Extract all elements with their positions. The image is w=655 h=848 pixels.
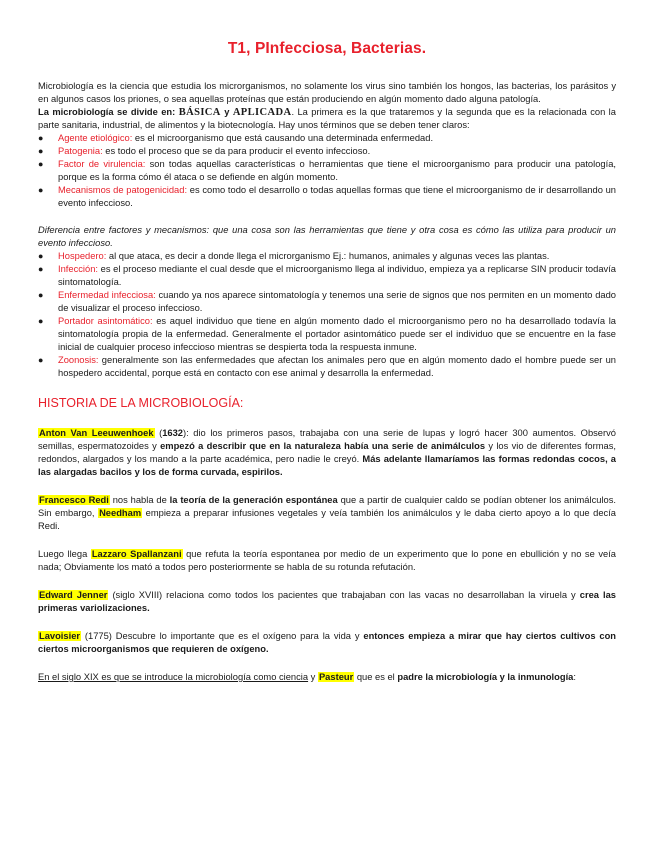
term-label: Factor de virulencia: <box>58 159 146 169</box>
pasteur-y: y <box>308 672 318 682</box>
list-item <box>38 132 616 145</box>
bullet-icon: ● <box>38 290 44 300</box>
term-text: al que ataca, es decir a donde llega el microrganismo Ej.: humanos, animales y algunas veces las plantas. <box>106 251 550 261</box>
bullet-icon: ● <box>38 159 44 169</box>
term-label: Infección: <box>58 264 98 274</box>
pasteur-text-b: que es el <box>354 672 398 682</box>
lavoisier-text-b: entonces empieza a mirar que hay ciertos cultivos con ciertos microorganismos que requieren de oxígeno. <box>38 631 616 654</box>
term-label: Hospedero: <box>58 251 107 261</box>
jenner-name: Edward Jenner <box>39 590 108 600</box>
leeuwenhoek-text-b: empezó a describir que en la naturaleza había una serie de animálculos <box>160 441 486 451</box>
term-label: Mecanismos de patogenicidad: <box>58 185 188 195</box>
needham-name: Needham <box>99 508 142 518</box>
redi-text-d: empieza a preparar infusiones vegetales y veía también los animálculos y le daba cierto apoyo a lo que decía Redi. <box>38 508 617 531</box>
redi-text-a: nos habla de <box>109 495 170 505</box>
jenner-paragraph <box>38 589 616 615</box>
pasteur-text-d: : <box>573 672 576 682</box>
division-paragraph <box>38 106 616 132</box>
list-item <box>38 289 616 315</box>
division-aplicada: APLICADA <box>232 107 292 118</box>
redi-text-b: la teoría de la generación espontánea <box>169 495 338 505</box>
pasteur-text-c: padre la microbiología y la inmunología <box>397 672 574 682</box>
jenner-text-a: (siglo XVIII) relaciona como todos los pacientes que trabajaban con las vacas no desarrollaban la viruela y <box>108 590 580 600</box>
terms-list-2 <box>38 250 616 380</box>
lavoisier-paragraph <box>38 630 616 656</box>
term-label: Portador asintomático: <box>58 316 153 326</box>
spallanzani-paragraph <box>38 548 616 574</box>
redi-text-c: que a partir de cualquier caldo se podían obtener los animálculos. Sin embargo, <box>38 495 616 518</box>
document-page <box>38 38 616 684</box>
leeuwenhoek-year-open: ( <box>154 428 163 438</box>
term-text: es como todo el desarrollo o todas aquellas formas que tiene el microorganismo de ir desarrollando un evento infeccioso. <box>58 185 616 208</box>
pasteur-name: Pasteur <box>318 672 354 682</box>
pasteur-paragraph <box>38 671 616 684</box>
term-text: son todas aquellas características o herramientas que tiene el microorganismo para producir una patología, porque es la forma cómo él ataca o se defiende en algún momento. <box>58 159 616 182</box>
term-text: es el proceso mediante el cual desde que el microorganismo llega al individuo, empieza ya a replicarse SIN producir todavía sintomatología. <box>58 264 616 287</box>
spallanzani-name: Lazzaro Spallanzani <box>91 549 182 559</box>
term-text: es aquel individuo que tiene en algún momento dado el microorganismo pero no ha desarrollado todavía la sintomatología propia de la enfermedad. Generalmente el portador asintomático puede ser el individuo que se encuentre en la fase inicial de cualquier proceso infeccioso mientras se despierta toda la respuesta inmune. <box>58 316 617 352</box>
redi-paragraph <box>38 494 616 533</box>
term-text: cuando ya nos aparece sintomatología y tenemos una serie de signos que nos permiten en un momento dado de visualizar el proceso infeccioso. <box>58 290 616 313</box>
bullet-icon: ● <box>38 316 44 326</box>
bullet-icon: ● <box>38 185 44 195</box>
bullet-icon: ● <box>38 251 44 261</box>
bullet-icon: ● <box>38 264 44 274</box>
leeuwenhoek-year: 1632 <box>162 428 184 438</box>
leeuwenhoek-text-a: ): dio los primeros pasos, trabajaba con una serie de lupas y logró hacer 300 aumentos. Observó semillas, espermatozoides y <box>38 428 616 451</box>
bullet-icon: ● <box>38 355 44 365</box>
bullet-icon: ● <box>38 133 44 143</box>
division-basica: BÁSICA <box>178 107 221 118</box>
intro-paragraph <box>38 80 616 106</box>
lavoisier-name: Lavoisier <box>39 631 81 641</box>
division-rest: . La primera es la que trataremos y la segunda que es la relacionada con la parte sanitaria, industrial, de alimentos y la biotecnología. Hay unos términos que se deben tener claros: <box>38 107 616 130</box>
term-label: Agente etiológico: <box>58 133 133 143</box>
term-text: es todo el proceso que se da para producir el evento infeccioso. <box>102 146 371 156</box>
list-item <box>38 250 616 263</box>
term-label: Enfermedad infecciosa: <box>58 290 156 300</box>
term-text: generalmente son las enfermedades que afectan los animales pero que en algún momento dado el hombre puede ser un hospedero accidental, porque está en contacto con ese animal y desarrolla la enfermedad. <box>58 355 616 378</box>
spallanzani-text-a: Luego llega <box>38 549 91 559</box>
history-heading: HISTORIA DE LA MICROBIOLOGÍA: <box>38 396 244 410</box>
spallanzani-text-b: que refuta la teoría espontanea por medio de un experimento que lo pone en ebullición y no se veía nada; Obviamente los mató a todos pero posteriormente se habla de su rotunda refutación. <box>38 549 616 572</box>
pasteur-text-a: En el siglo XIX es que se introduce la microbiología como ciencia <box>38 672 309 682</box>
terms-list-1 <box>38 132 616 210</box>
list-item <box>38 315 616 354</box>
jenner-text-b: crea las primeras variolizaciones. <box>38 590 616 613</box>
list-item <box>38 263 616 289</box>
leeuwenhoek-name: Anton Van Leeuwenhoek <box>39 428 154 438</box>
term-label: Zoonosis: <box>58 355 99 365</box>
term-text: es el microorganismo que está causando una determinada enfermedad. <box>132 133 434 143</box>
intro-text: Microbiología es la ciencia que estudia los microrganismos, no solamente los virus sino también los hongos, las bacterias, los parásitos y en algunos casos los priones, o sea aquellas proteínas que están produciendo en algún momento dado alguna patología. <box>38 81 616 104</box>
division-y: y <box>224 107 230 117</box>
document-title: T1, PInfecciosa, Bacterias. <box>227 40 427 57</box>
difference-note: Diferencia entre factores y mecanismos: que una cosa son las herramientas que tiene y otra cosa es cómo las utiliza para producir un evento infeccioso. <box>38 225 616 248</box>
lavoisier-text-a: (1775) Descubre lo importante que es el oxígeno para la vida y <box>81 631 364 641</box>
leeuwenhoek-text-c: y los vio de diferentes formas, redondos, alargados y los mando a la parte académica, pero nadie le creyó. <box>38 441 616 464</box>
list-item <box>38 184 616 210</box>
division-lead: La microbiología se divide en: <box>38 107 176 117</box>
leeuwenhoek-paragraph <box>38 427 616 479</box>
term-label: Patogenia: <box>58 146 103 156</box>
bullet-icon: ● <box>38 146 44 156</box>
redi-name: Francesco Redi <box>39 495 109 505</box>
list-item <box>38 158 616 184</box>
list-item <box>38 145 616 158</box>
list-item <box>38 354 616 380</box>
leeuwenhoek-text-d: Más adelante llamaríamos las formas redondas cocos, a las alargadas bacilos y los de forma curvada, espirilos. <box>38 454 617 477</box>
